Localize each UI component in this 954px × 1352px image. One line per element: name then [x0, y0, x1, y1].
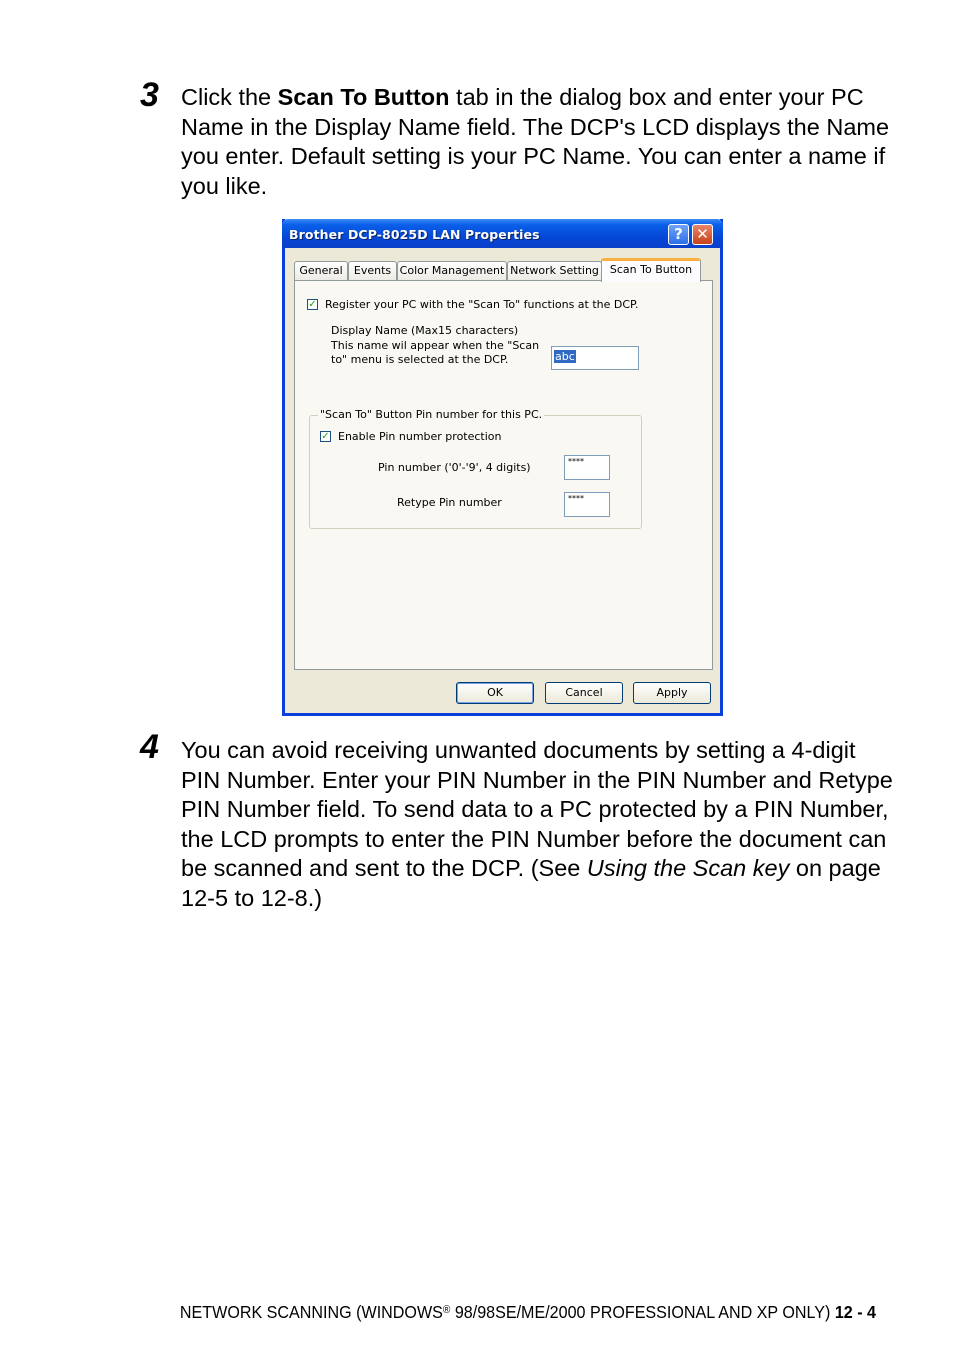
step-number-3: 3: [140, 76, 159, 114]
display-name-note-line1: This name wil appear when the "Scan: [331, 339, 540, 352]
step-3-bold-tab-name: Scan To Button: [277, 84, 450, 110]
checkmark-icon: ✓: [321, 431, 330, 442]
tab-panel: [294, 280, 713, 670]
step-3-text-start: Click the: [181, 84, 278, 110]
cancel-button[interactable]: Cancel: [545, 682, 623, 704]
pin-number-value: ****: [568, 457, 584, 466]
step-3-text: [181, 83, 901, 201]
ok-button[interactable]: OK: [456, 682, 534, 704]
tab-events[interactable]: Events: [348, 261, 397, 280]
help-button[interactable]: [668, 224, 689, 245]
tab-scan-to-button[interactable]: Scan To Button: [601, 258, 701, 282]
retype-pin-input[interactable]: [564, 492, 610, 517]
step-4-reference: Using the Scan key: [586, 855, 790, 882]
step-3-text-end: tab in the dialog box and enter your PC Name in the Display Name field. The DCP's LCD displays the Name you enter. Default setting is your PC Name. You can enter a name if you like.: [181, 84, 890, 199]
page-number: 12 - 4: [834, 1302, 876, 1322]
tab-network-setting[interactable]: Network Setting: [507, 261, 602, 280]
close-icon: ✕: [696, 225, 709, 243]
pin-group-legend: "Scan To" Button Pin number for this PC.: [320, 408, 543, 421]
checkmark-icon: ✓: [308, 299, 317, 310]
page-footer: [70, 1300, 876, 1324]
step-4-text-end: on page 12-5 to 12-8.): [181, 855, 881, 911]
apply-button[interactable]: Apply: [633, 682, 711, 704]
display-name-input[interactable]: [551, 346, 639, 370]
display-name-label: Display Name (Max15 characters): [331, 324, 519, 337]
register-pc-checkbox[interactable]: [307, 299, 318, 310]
footer-section-suffix: 98/98SE/ME/2000 PROFESSIONAL AND XP ONLY): [450, 1302, 831, 1322]
pin-group-box: [309, 408, 642, 529]
tab-general[interactable]: General: [294, 261, 348, 280]
pin-number-input[interactable]: [564, 455, 610, 480]
registered-mark: ®: [442, 1304, 451, 1316]
retype-pin-label: Retype Pin number: [397, 496, 502, 509]
display-name-note-line2: to" menu is selected at the DCP.: [331, 353, 509, 366]
step-number-4: 4: [140, 728, 159, 766]
pin-number-label: Pin number ('0'-'9', 4 digits): [378, 461, 531, 474]
properties-dialog: [282, 219, 723, 716]
close-button[interactable]: [692, 224, 713, 245]
step-4-text: [181, 736, 901, 914]
enable-pin-checkbox[interactable]: [320, 431, 331, 442]
register-pc-label: Register your PC with the "Scan To" functions at the DCP.: [325, 298, 639, 311]
footer-section-title: NETWORK SCANNING (WINDOWS: [179, 1302, 443, 1322]
retype-pin-value: ****: [568, 494, 584, 503]
dialog-title-bar[interactable]: [282, 219, 723, 248]
dialog-title: Brother DCP-8025D LAN Properties: [289, 227, 540, 242]
enable-pin-label: Enable Pin number protection: [338, 430, 502, 443]
display-name-value: abc: [555, 350, 575, 363]
tab-color-management[interactable]: Color Management: [397, 261, 507, 280]
help-icon: ?: [674, 225, 683, 243]
step-4-text-body: You can avoid receiving unwanted documents by setting a 4-digit PIN Number. Enter your PIN Number in the PIN Number and Retype PIN Number field. To send data to a PC protected by a PIN Number, the LCD prompts to enter the PIN Number before the document can be scanned and sent to the DCP. (See: [181, 737, 893, 882]
